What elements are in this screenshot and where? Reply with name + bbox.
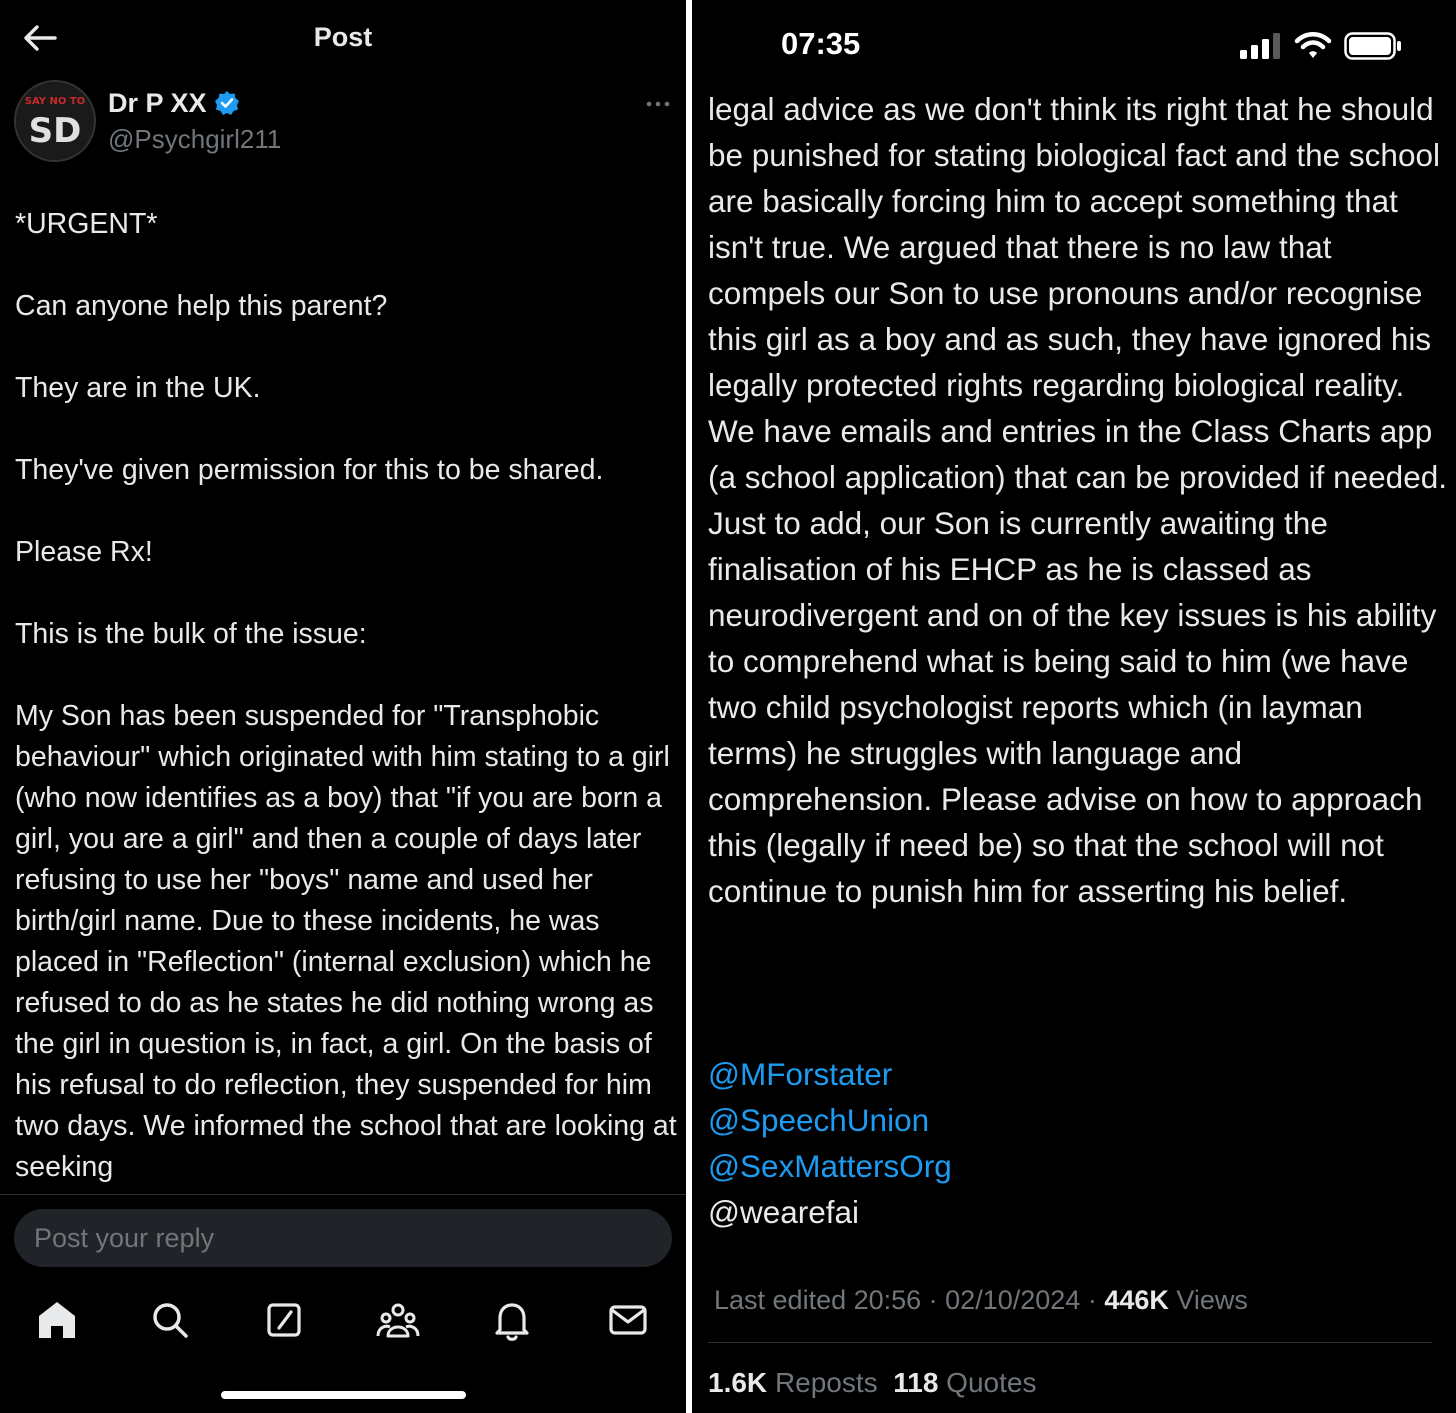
reposts-label: Reposts — [774, 1367, 878, 1398]
post-stats — [708, 1364, 1448, 1402]
mention-link[interactable]: @MForstater — [708, 1056, 893, 1092]
compose-icon — [260, 1296, 308, 1344]
nav-compose[interactable] — [260, 1296, 308, 1344]
top-bar — [0, 0, 686, 76]
quotes-count: 118 — [893, 1367, 939, 1398]
status-time: 07:35 — [781, 26, 861, 61]
wifi-icon — [1294, 30, 1332, 60]
home-icon — [33, 1296, 81, 1344]
mention-link[interactable]: @SpeechUnion — [708, 1102, 930, 1138]
display-name[interactable]: Dr P XX — [108, 88, 207, 118]
mention-text: @wearefai — [708, 1194, 860, 1230]
post-paragraph: Please Rx! — [15, 536, 153, 568]
communities-icon — [374, 1296, 422, 1344]
reply-divider — [0, 1194, 686, 1195]
svg-text:SAY NO TO: SAY NO TO — [24, 96, 86, 107]
status-bar — [692, 0, 1456, 80]
reposts-stat[interactable] — [708, 1367, 878, 1398]
mention-link[interactable]: @SexMattersOrg — [708, 1148, 952, 1184]
reposts-count: 1.6K — [708, 1367, 768, 1398]
notifications-icon — [488, 1296, 536, 1344]
post-paragraph: They are in the UK. — [15, 372, 261, 404]
more-options-icon[interactable] — [644, 92, 672, 116]
cellular-signal-icon — [1240, 33, 1282, 59]
views-label: Views — [1176, 1285, 1248, 1315]
stats-divider — [708, 1342, 1432, 1343]
user-handle[interactable]: @Psychgirl211 — [108, 124, 282, 154]
avatar-image — [16, 82, 94, 160]
avatar[interactable] — [14, 80, 96, 162]
right-screenshot — [692, 0, 1456, 1413]
post-text — [15, 204, 677, 1188]
quotes-stat[interactable] — [893, 1367, 1036, 1398]
post-paragraph-main: My Son has been suspended for "Transphobic behaviour" which originated with him stating to a girl (who now identifies as a boy) that "if you are born a girl, you are a girl" and then a couple of days later refusing to use her "boys" name and used her birth/girl name. Due to these incidents, he was placed in "Reflection" (internal exclusion) which he refused to do as he states he did nothing wrong as the girl in question is, in fact, a girl. On the basis of his refusal to do reflection, they suspended for him two days. We informed the school that are looking at seeking — [15, 700, 677, 1183]
last-edited[interactable]: Last edited 20:56 · 02/10/2024 — [714, 1285, 1081, 1315]
page-title: Post — [313, 22, 373, 52]
verified-badge-icon — [214, 90, 240, 116]
mentions-list — [708, 1051, 1308, 1235]
left-screenshot — [0, 0, 686, 1413]
meta-separator: · — [1087, 1285, 1097, 1315]
home-indicator[interactable] — [221, 1391, 466, 1399]
messages-icon — [604, 1296, 652, 1344]
quotes-label: Quotes — [946, 1367, 1037, 1398]
nav-search[interactable] — [146, 1296, 194, 1344]
nav-communities[interactable] — [374, 1296, 422, 1344]
nav-messages[interactable] — [604, 1296, 652, 1344]
views-count: 446K — [1104, 1285, 1169, 1315]
search-icon — [146, 1296, 194, 1344]
reply-input[interactable]: Post your reply — [14, 1209, 672, 1267]
nav-home[interactable] — [33, 1296, 81, 1344]
svg-text:SD: SD — [28, 111, 82, 151]
battery-icon — [1344, 32, 1402, 60]
post-paragraph: This is the bulk of the issue: — [15, 618, 367, 650]
post-paragraph: *URGENT* — [15, 208, 158, 240]
post-text-continued: legal advice as we don't think its right that he should be punished for stating biological fact and the school are basically forcing him to accept something that isn't true. We argued that there is no law that compels our Son to use pronouns and/or recognise this girl as a boy and as such, they have ignored his legally protected rights regarding biological reality. We have emails and entries in the Class Charts app (a school application) that can be provided if needed. Just to add, our Son is currently awaiting the finalisation of his EHCP as he is classed as neurodivergent and on of the key issues is his ability to comprehend what is being said to him (we have two child psychologist reports which (in layman terms) he struggles with language and comprehension. Please advise on how to approach this (legally if need be) so that the school will not continue to punish him for asserting his belief. — [708, 91, 1447, 909]
post-paragraph: Can anyone help this parent? — [15, 290, 388, 322]
nav-notifications[interactable] — [488, 1296, 536, 1344]
bottom-nav — [0, 1290, 686, 1350]
post-author — [14, 80, 674, 164]
post-meta — [714, 1282, 1454, 1318]
post-paragraph: They've given permission for this to be shared. — [15, 454, 604, 486]
